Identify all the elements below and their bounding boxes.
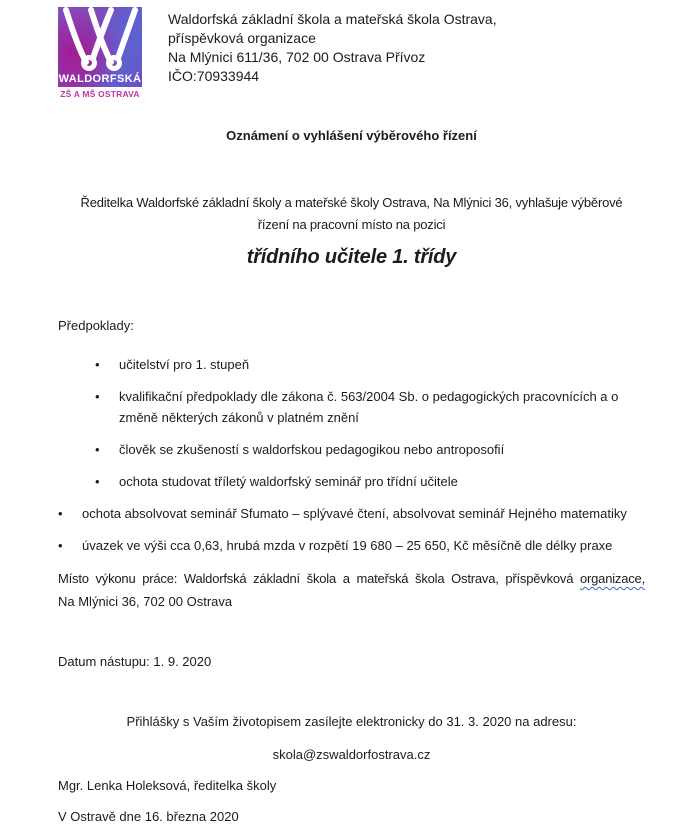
intro-line-2: řízení na pracovní místo na pozici (257, 217, 446, 232)
school-name-line: Waldorfská základní škola a mateřská škola Ostrava, (168, 11, 497, 27)
bullet-icon: • (58, 538, 63, 553)
list-item (95, 471, 645, 492)
requirements-heading: Předpoklady: (58, 318, 134, 333)
school-ico-line: IČO:70933944 (168, 68, 260, 84)
school-logo (58, 7, 142, 101)
logo-gradient-square (58, 7, 142, 87)
school-address-block (168, 5, 497, 86)
intro-line-1: Ředitelka Waldorfské základní školy a mateřské školy Ostrava, Na Mlýnici 36, vyhlašuje výběrové (80, 195, 623, 210)
announcement-title: Oznámení o vyhlášení výběrového řízení (226, 128, 477, 143)
list-item (95, 354, 645, 375)
bullet-icon: • (95, 389, 100, 404)
start-date-line: Datum nástupu: 1. 9. 2020 (58, 654, 212, 669)
logo-subtitle: ZŠ A MŠ OSTRAVA (60, 89, 140, 99)
spellcheck-flagged-word: organizace, (579, 571, 645, 586)
workplace-line-2: Na Mlýnici 36, 702 00 Ostrava (58, 594, 233, 609)
waldorf-w-icon (58, 7, 142, 71)
intro-paragraph (58, 192, 645, 236)
workplace-line-1 (58, 567, 645, 590)
application-instruction: Přihlášky s Vaším životopisem zasílejte elektronicky do 31. 3. 2020 na adresu: (126, 714, 577, 729)
list-item (58, 503, 645, 524)
list-item (58, 535, 645, 556)
list-item-text: úvazek ve výši cca 0,63, hrubá mzda v rozpětí 19 680 – 25 650, Kč měsíčně dle délky praxe (82, 538, 613, 553)
bullet-icon: • (58, 506, 63, 521)
signature-place-date: V Ostravě dne 16. března 2020 (58, 809, 239, 824)
school-org-line: příspěvková organizace (168, 30, 316, 46)
workplace-text: Místo výkonu práce: Waldorfská základní škola a mateřská škola Ostrava, příspěvková (58, 571, 574, 586)
list-item-text: člověk se zkušeností s waldorfskou pedagogikou nebo antroposofií (119, 442, 505, 457)
list-item-text: kvalifikační předpoklady dle zákona č. 563/2004 Sb. o pedagogických pracovnících a o změně některých zákonů v platném znění (119, 389, 619, 425)
list-item (95, 386, 645, 428)
letterhead (58, 5, 645, 101)
bullet-icon: • (95, 357, 100, 372)
school-street-line: Na Mlýnici 611/36, 702 00 Ostrava Přívoz (168, 49, 426, 65)
list-item-text: učitelství pro 1. stupeň (119, 357, 250, 372)
bullet-icon: • (95, 474, 100, 489)
position-title: třídního učitele 1. třídy (246, 246, 457, 268)
list-item-text: ochota absolvovat seminář Sfumato – splývavé čtení, absolvovat seminář Hejného matematiky (82, 506, 627, 521)
bullet-icon: • (95, 442, 100, 457)
signature-name: Mgr. Lenka Holeksová, ředitelka školy (58, 778, 277, 793)
list-item (95, 439, 645, 460)
application-email: skola@zswaldorfostrava.cz (272, 747, 431, 762)
workplace-paragraph (58, 567, 645, 613)
logo-title: WALDORFSKÁ (58, 73, 142, 85)
requirements-list (58, 354, 645, 556)
list-item-text: ochota studovat tříletý waldorfský seminář pro třídní učitele (119, 474, 458, 489)
